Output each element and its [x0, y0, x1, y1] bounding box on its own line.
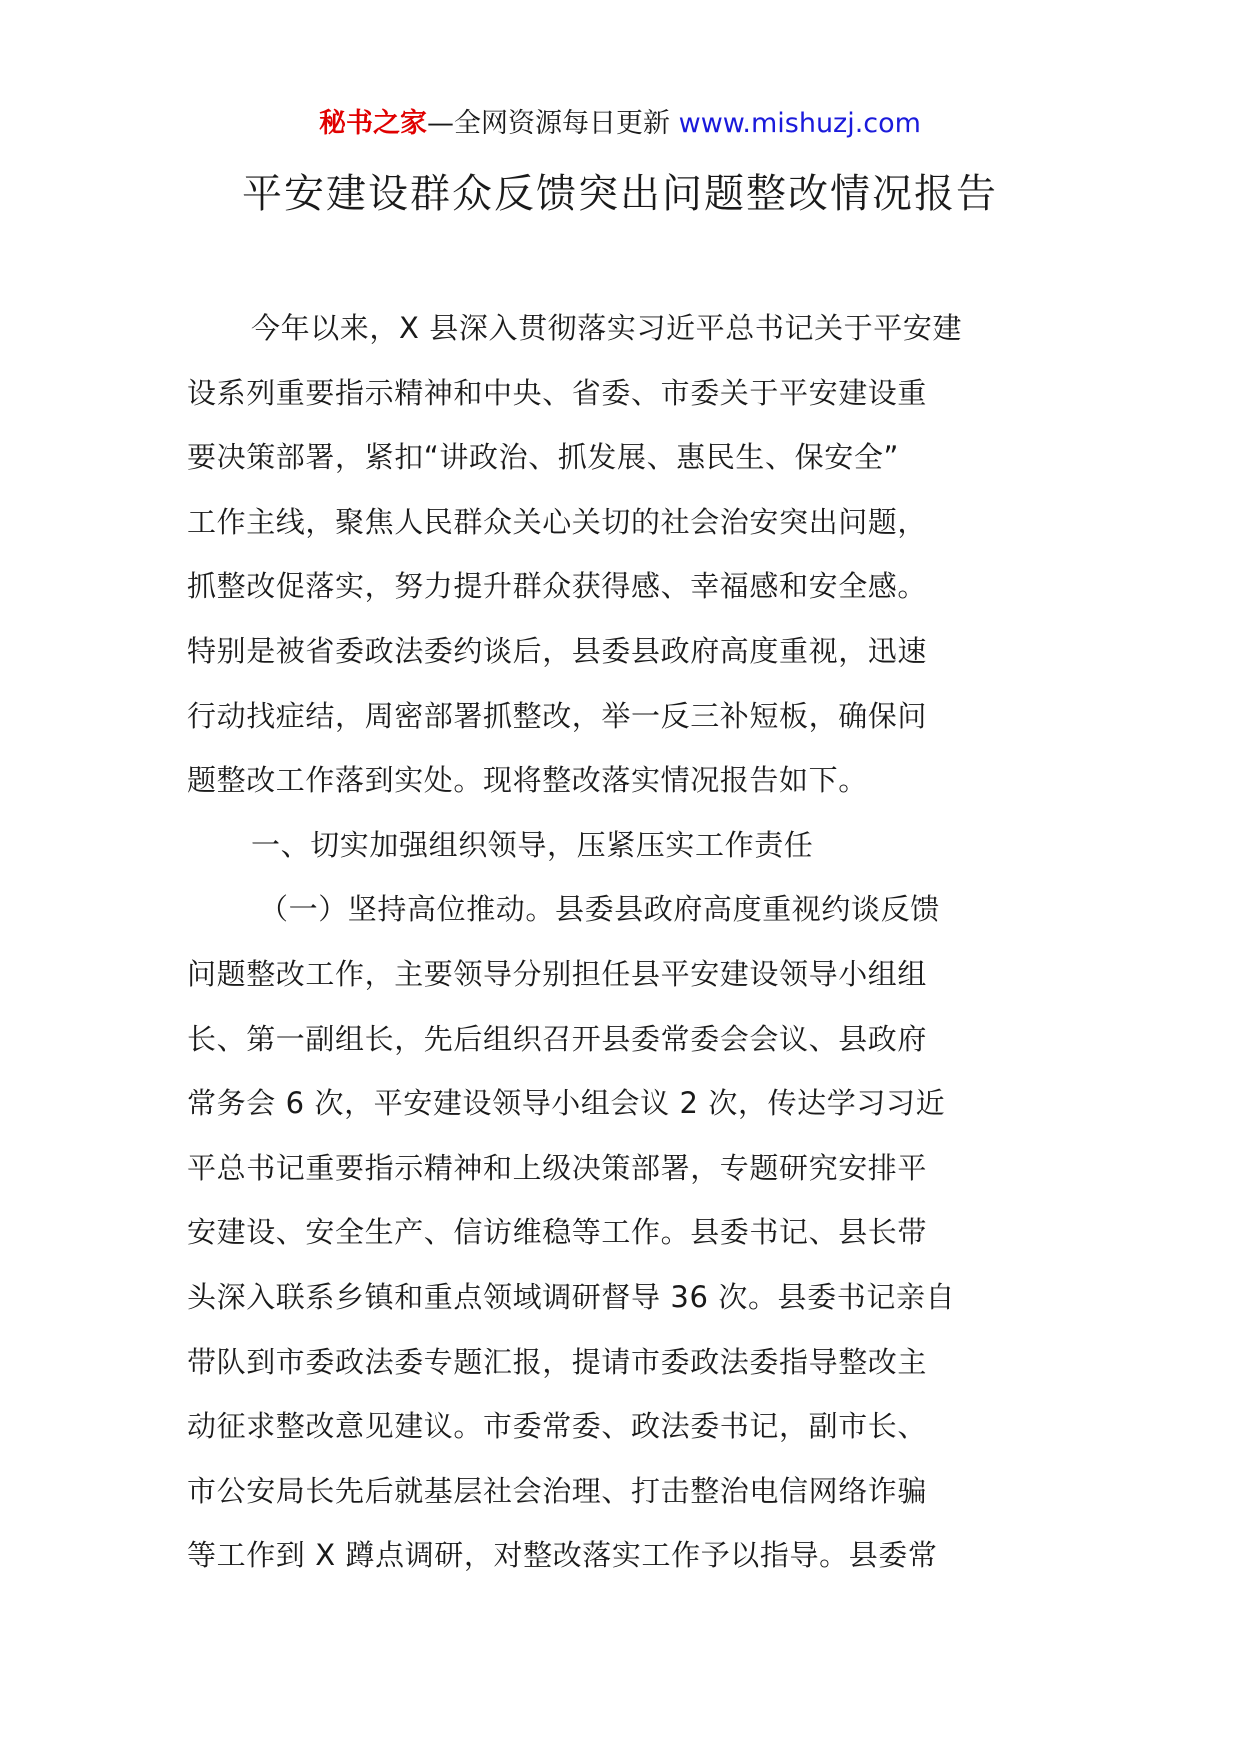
paragraph-line: 动征求整改意见建议。市委常委、政法委书记，副市长、 [187, 1409, 928, 1444]
paragraph-line: 今年以来，X 县深入贯彻落实习近平总书记关于平安建 [251, 311, 963, 345]
document-body [187, 296, 1053, 1588]
paragraph-line: 题整改工作落到实处。现将整改落实情况报告如下。 [187, 763, 868, 798]
section-heading: 一、切实加强组织领导，压紧压实工作责任 [251, 827, 814, 862]
paragraph-line: 带队到市委政法委专题汇报，提请市委政法委指导整改主 [187, 1344, 928, 1379]
paragraph-line: 长、第一副组长，先后组织召开县委常委会会议、县政府 [187, 1021, 928, 1056]
document-title: 平安建设群众反馈突出问题整改情况报告 [242, 171, 998, 217]
paragraph-line: 头深入联系乡镇和重点领域调研督导 36 次。县委书记亲自 [187, 1279, 956, 1314]
paragraph-line: 问题整改工作，主要领导分别担任县平安建设领导小组组 [187, 956, 928, 991]
paragraph-line: 抓整改促落实，努力提升群众获得感、幸福感和安全感。 [187, 569, 928, 604]
paragraph-line: 要决策部署，紧扣“讲政治、抓发展、惠民生、保安全” [187, 440, 900, 475]
paragraph-line: 特别是被省委政法委约谈后，县委县政府高度重视，迅速 [187, 633, 928, 668]
paragraph-line: 设系列重要指示精神和中央、省委、市委关于平安建设重 [187, 375, 928, 410]
paragraph-line: 行动找症结，周密部署抓整改，举一反三补短板，确保问 [187, 698, 928, 733]
brand-name: 秘书之家 [319, 108, 428, 139]
paragraph-line: 等工作到 X 蹲点调研，对整改落实工作予以指导。县委常 [187, 1538, 938, 1573]
header-tagline: —全网资源每日更新 [427, 108, 671, 139]
paragraph-line: 常务会 6 次，平安建设领导小组会议 2 次，传达学习习近 [187, 1086, 946, 1121]
subsection-heading-line: （一）坚持高位推动。县委县政府高度重视约谈反馈 [259, 892, 940, 927]
paragraph-line: 工作主线，聚焦人民群众关心关切的社会治安突出问题， [187, 504, 928, 539]
site-url-link[interactable]: www.mishuzj.com [678, 108, 921, 139]
site-header [0, 104, 1240, 144]
paragraph-line: 市公安局长先后就基层社会治理、打击整治电信网络诈骗 [187, 1473, 928, 1508]
paragraph-line: 安建设、安全生产、信访维稳等工作。县委书记、县长带 [187, 1215, 928, 1250]
paragraph-line: 平总书记重要指示精神和上级决策部署，专题研究安排平 [187, 1150, 928, 1185]
